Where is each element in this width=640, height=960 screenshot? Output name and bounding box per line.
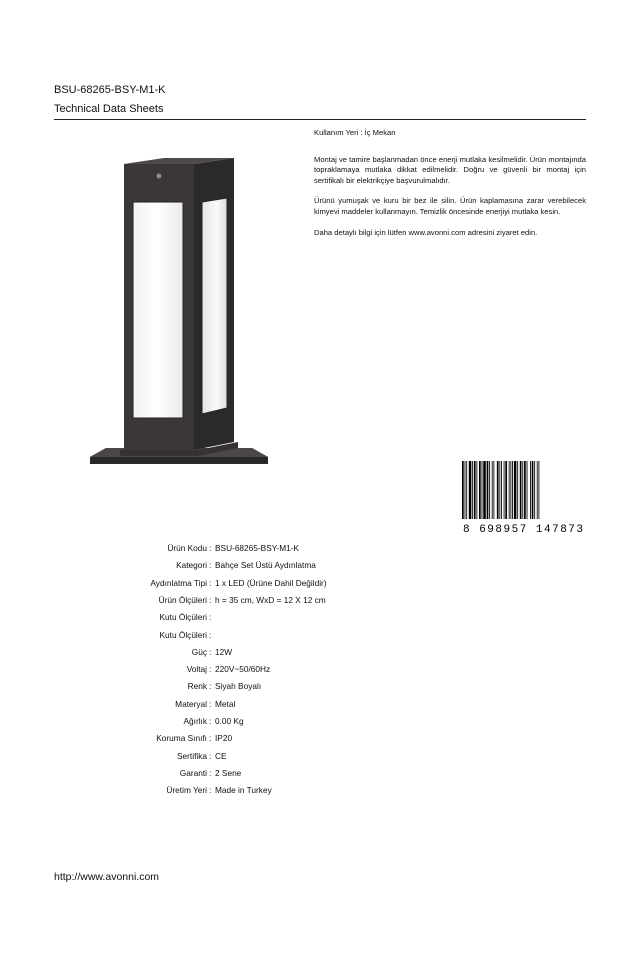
spec-separator: : [209,681,212,692]
spec-separator: : [209,664,212,675]
spec-value: Metal [215,698,236,709]
barcode-bar [469,461,472,519]
barcode-bar [504,461,505,519]
spec-separator: : [209,785,212,796]
spec-value: BSU-68265-BSY-M1-K [215,543,300,553]
barcode-bar [537,461,538,519]
barcode-digits: 8 698957 147873 [463,524,583,535]
spec-separator: : [209,733,212,744]
spec-separator: : [209,577,212,588]
spec-label: Kategori [176,560,207,571]
barcode-bar [514,461,517,519]
spec-value: CE [215,750,227,761]
barcode-bar [532,461,534,519]
barcode-bar [474,461,476,519]
barcode-bar [487,461,489,519]
barcode-bar [492,461,493,519]
spec-label: Üretim Yeri [166,785,207,796]
document-subtitle: Technical Data Sheets [54,103,164,115]
spec-value: 220V~50/60Hz [215,664,271,675]
spec-separator: : [209,716,212,726]
barcode [462,461,584,535]
barcode-bar [534,461,535,519]
spec-row [0,543,640,555]
barcode-bar [483,461,486,519]
barcode-bar [497,461,499,519]
spec-label: Voltaj [186,664,207,675]
spec-separator: : [209,543,212,553]
spec-row [0,699,640,711]
spec-row [0,630,640,642]
product-image [86,150,272,480]
barcode-bar [501,461,502,519]
spec-row [0,785,640,797]
barcode-bar [520,461,522,519]
spec-label: Kutu Ölçüleri [159,612,207,623]
spec-label: Koruma Sınıfı [156,733,207,744]
spec-row [0,612,640,624]
barcode-bar [482,461,483,519]
barcode-bar [530,461,531,519]
barcode-bar [524,461,526,519]
info-panel [314,128,586,248]
spec-value: Siyah Boyalı [215,681,262,692]
spec-value: Bahçe Set Üstü Aydınlatma [215,560,316,571]
barcode-bar [510,461,511,519]
spec-label: Sertifika [177,750,207,761]
spec-separator: : [209,767,212,778]
header-divider [54,119,586,120]
spec-value: Made in Turkey [215,785,272,796]
spec-value: IP20 [215,733,233,744]
spec-value: 12W [215,646,233,657]
installation-notice: Montaj ve tamire başlanmadan önce enerji mutlaka kesilmelidir. Ürün montajında topraklamaya mutlaka dikkat edilmelidir. Doğru ve güvenli bir montaj için sertifikalı bir elektrikçiye başvurulmalıdır. [314,154,586,185]
spec-label: Kutu Ölçüleri [159,629,207,640]
spec-separator: : [209,750,212,761]
barcode-bar [505,461,507,519]
spec-row [0,595,640,607]
barcode-bar [539,461,540,519]
barcode-bar [472,461,473,519]
spec-label: Ağırlık [183,716,207,726]
barcode-bar [527,461,528,519]
spec-value: 0.00 Kg [215,716,244,726]
barcode-bar [462,461,464,519]
spec-value: 2 Sene [215,767,242,778]
spec-label: Aydınlatma Tipi [150,577,207,588]
usage-place: Kullanım Yeri : İç Mekan [314,128,396,137]
barcode-bar [465,461,466,519]
spec-separator: : [209,612,212,623]
spec-label: Ürün Ölçüleri [158,594,207,605]
spec-row [0,647,640,659]
spec-label: Güç [191,646,207,657]
spec-separator: : [209,594,212,605]
model-code: BSU-68265-BSY-M1-K [54,84,166,96]
spec-row [0,768,640,780]
barcode-bar [499,461,500,519]
more-info: Daha detaylı bilgi için lütfen www.avonni.com adresini ziyaret edin. [314,227,538,237]
website-link[interactable]: http://www.avonni.com [54,871,160,883]
spec-label: Garanti [179,767,207,778]
barcode-bar [493,461,494,519]
spec-value: 1 x LED (Ürüne Dahil Değildir) [215,577,327,588]
spec-row [0,733,640,745]
spec-row [0,578,640,590]
cleaning-notice: Ürünü yumuşak ve kuru bir bez ile silin. Ürün kaplamasına zarar verebilecek kimyevi maddeler kullanmayın. Temizlik öncesinde enerjiyi mutlaka kesin. [314,196,586,216]
spec-separator: : [209,698,212,709]
spec-separator: : [209,646,212,657]
barcode-bar [489,461,490,519]
barcode-bar [476,461,477,519]
spec-label: Ürün Kodu [167,543,207,553]
barcode-bar [509,461,510,519]
barcode-bar [512,461,513,519]
spec-separator: : [209,560,212,571]
barcode-bar [466,461,467,519]
spec-label: Renk [187,681,207,692]
spec-row [0,751,640,763]
barcode-bar [522,461,523,519]
spec-separator: : [209,629,212,640]
spec-value: h = 35 cm, WxD = 12 X 12 cm [215,594,326,605]
spec-row [0,681,640,693]
spec-row [0,716,640,728]
barcode-bar [479,461,481,519]
spec-label: Materyal [175,698,207,709]
spec-row [0,664,640,676]
spec-row [0,560,640,572]
barcode-bar [517,461,518,519]
